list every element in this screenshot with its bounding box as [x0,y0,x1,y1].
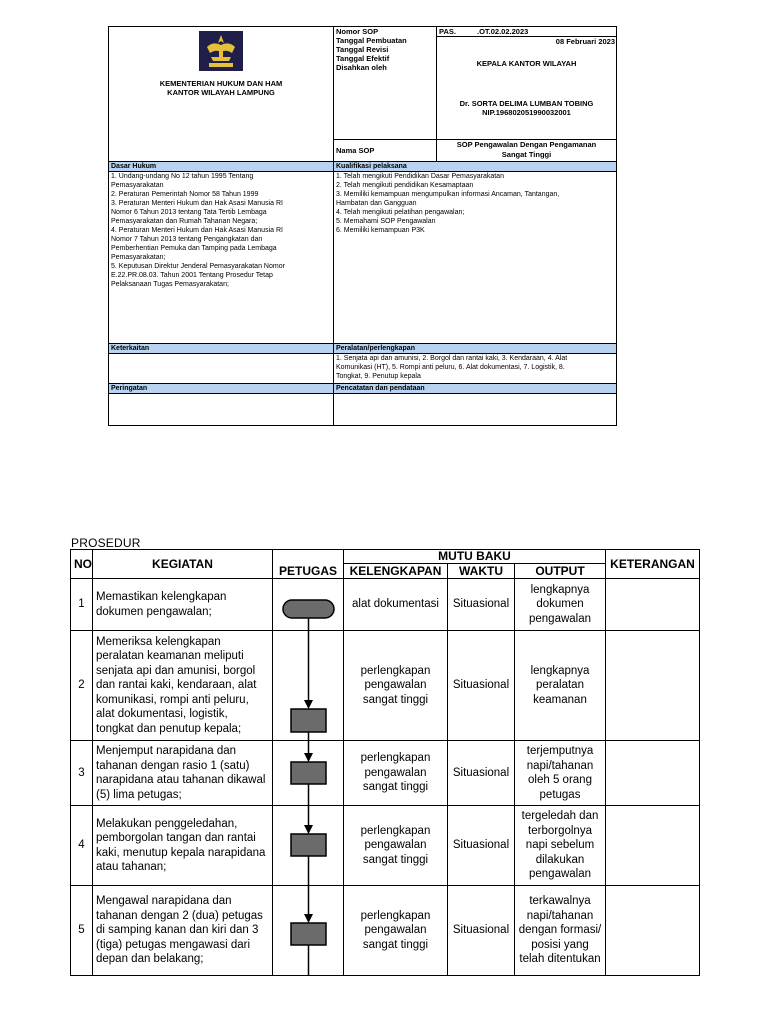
kualifikasi-line: Hambatan dan Gangguan [336,200,417,207]
kelengkapan-line: sangat tinggi [362,938,429,951]
header-no: NO [71,550,93,579]
output-line: tergeledah dan [521,810,599,823]
row-kelengkapan [344,741,448,806]
peralatan-header: Peralatan/perlengkapan [334,344,617,354]
output-line: posisi yang [531,938,589,951]
kualifikasi-header: Kualifikasi pelaksana [334,162,617,172]
nama-sop-value [437,140,617,162]
row-waktu: Situasional [448,806,515,886]
output-line: petugas [539,788,581,801]
header-waktu: WAKTU [448,564,515,579]
row-keterangan [606,579,700,631]
kegiatan-line: Memeriksa kelengkapan [96,635,221,648]
prosedur-table [70,549,700,976]
row-output [515,741,606,806]
prosedur-title: PROSEDUR [71,536,141,550]
flow-cell [273,741,344,806]
kegiatan-line: kaki, menutup kepala narapidana [96,846,266,859]
output-line: telah ditentukan [519,953,601,966]
dasar-hukum-header: Dasar Hukum [109,162,334,172]
keterkaitan-header: Keterkaitan [109,344,334,354]
kegiatan-line: dan rantai kaki, kendaraan, alat [96,679,257,692]
row-output [515,579,606,631]
kelengkapan-line: pengawalan [364,839,427,852]
pengesah-nip: NIP.196802051990032001 [482,108,571,117]
kegiatan-line: narapidana atau tahanan dikawal [96,774,266,786]
row-kegiatan [93,806,273,886]
kualifikasi-line: 5. Memahami SOP Pengawalan [336,218,436,225]
flowchart-process-box [273,886,344,976]
kelengkapan-line: perlengkapan [360,752,431,765]
sop-labels-cell [334,27,437,140]
dasar-hukum-line: Pelaksanaan Tugas Pemasyarakatan; [111,281,229,288]
kelengkapan-line: sangat tinggi [362,781,429,794]
table-row [71,806,700,886]
table-row [71,741,700,806]
dasar-hukum-line: Pemberhentian Pemuka dan Tamping pada Lembaga [111,245,277,252]
row-no: 2 [71,631,93,741]
output-line: peralatan [536,679,584,692]
row-kelengkapan [344,579,448,631]
kelengkapan-line: pengawalan [364,679,427,692]
output-line: dilakukan [535,853,585,866]
flow-cell [273,806,344,886]
kelengkapan-line: sangat tinggi [362,693,429,706]
kegiatan-line: atau tahanan; [96,861,167,873]
table-row [71,631,700,741]
output-line: terjemputnya [526,745,594,757]
pengesah-nama: Dr. SORTA DELIMA LUMBAN TOBING [459,99,594,108]
kualifikasi-line: 4. Telah mengikuti pelatihan pengawalan; [336,209,465,216]
row-kelengkapan [344,806,448,886]
peralatan-list [334,354,617,384]
row-no: 4 [71,806,93,886]
kualifikasi-line: 2. Telah mengikuti pendidikan Kesamaptaan [336,182,474,189]
header-mutu-baku: MUTU BAKU [344,550,606,564]
output-line: terborgolnya [528,824,592,837]
dasar-hukum-line: 3. Peraturan Menteri Hukum dan Hak Asasi Manusia RI [111,200,283,207]
kegiatan-line: tahanan dengan rasio 1 (satu) [96,759,250,772]
kelengkapan-line: pengawalan [364,924,427,937]
row-keterangan [606,886,700,976]
ministry-name [111,79,331,97]
output-line: pengawalan [528,868,592,881]
kualifikasi-list [334,172,617,344]
pengesah-jabatan: KEPALA KANTOR WILAYAH [476,59,577,68]
row-keterangan [606,631,700,741]
header-kelengkapan: KELENGKAPAN [344,564,448,579]
kegiatan-line: tahanan dengan 2 (dua) petugas [96,909,263,922]
output-line: dokumen [536,598,584,611]
label-nama-sop: Nama SOP [334,140,437,162]
keterkaitan-value [109,354,334,384]
dasar-hukum-line: 2. Peraturan Pemerintah Nomor 58 Tahun 1999 [111,191,259,198]
dasar-hukum-line: Pemasyarakatan [111,182,164,189]
kualifikasi-line: 1. Telah mengikuti Pendidikan Dasar Pemasyarakatan [336,173,504,180]
kegiatan-line: depan dan belakang; [96,953,204,966]
kegiatan-line: Melakukan penggeledahan, [96,817,238,830]
label-nomor-sop: Nomor SOP [336,27,379,36]
kelengkapan-line: pengawalan [364,766,427,779]
dasar-hukum-line: E.22.PR.08.03. Tahun 2001 Tentang Prosedur Tetap [111,272,273,279]
dasar-hukum-line: 1. Undang-undang No 12 tahun 1995 Tentang [111,173,254,180]
row-kegiatan [93,886,273,976]
peralatan-line: Tongkat, 9. Penutup kepala [336,373,421,380]
kegiatan-line: (5) lima petugas; [96,788,182,801]
kegiatan-line: Memastikan kelengkapan [96,591,227,603]
kualifikasi-line: 6. Memiliki kemampuan P3K [336,227,425,234]
table-row [71,886,700,976]
kegiatan-line: komunikasi, rompi anti peluru, [96,693,249,706]
kelengkapan-line: alat dokumentasi [352,598,439,611]
kegiatan-line: alat dokumentasi, logistik, [96,708,228,721]
kualifikasi-line: 3. Memiliki kemampuan mengumpulkan informasi Ancaman, Tantangan, [336,191,560,198]
label-tanggal-pembuatan: Tanggal Pembuatan [336,36,407,45]
ministry-logo [199,31,243,71]
kegiatan-line: peralatan keamanan meliputi [96,650,244,663]
header-kegiatan: KEGIATAN [93,550,273,579]
peralatan-line: Komunikasi (HT), 5. Rompi anti peluru, 6. Alat dokumentasi, 7. Logistik, 8. [336,364,565,371]
row-keterangan [606,806,700,886]
kegiatan-line: di samping kanan dan kiri dan 3 [96,924,259,937]
tanggal-pembuatan-value: 08 Februari 2023 [555,37,615,46]
flowchart-start-terminator [273,579,344,631]
flow-cell [273,886,344,976]
output-line: lengkapnya [530,664,590,677]
row-output [515,806,606,886]
kegiatan-line: senjata api dan amunisi, borgol [96,664,256,677]
row-kegiatan [93,631,273,741]
dasar-hukum-list [109,172,334,344]
dasar-hukum-line: Pemasyarakatan; [111,254,166,261]
row-waktu: Situasional [448,886,515,976]
pencatatan-header: Pencatatan dan pendataan [334,384,617,394]
row-output [515,631,606,741]
ministry-line-2: KANTOR WILAYAH LAMPUNG [167,88,275,97]
kelengkapan-line: sangat tinggi [362,853,429,866]
dasar-hukum-line: Nomor 7 Tahun 2013 tentang Pengangkatan dan [111,236,263,243]
pencatatan-value [334,394,617,426]
output-line: dengan formasi/ [518,924,602,937]
dasar-hukum-line: 4. Peraturan Menteri Hukum dan Hak Asasi Manusia RI [111,227,283,234]
row-waktu: Situasional [448,741,515,806]
kelengkapan-line: perlengkapan [360,909,431,922]
output-line: napi/tahanan [526,759,594,772]
dasar-hukum-line: Pemasyarakatan dan Rumah Tahanan Negara; [111,218,258,225]
kelengkapan-line: perlengkapan [360,664,431,677]
kegiatan-line: dokumen pengawalan; [96,605,212,618]
row-waktu: Situasional [448,579,515,631]
kegiatan-line: Menjemput narapidana dan [96,745,237,757]
flowchart-process-box [273,806,344,886]
row-kelengkapan [344,886,448,976]
flow-cell-start [273,579,344,631]
nama-sop-line-1: SOP Pengawalan Dengan Pengamanan [456,140,597,149]
table-row [71,579,700,631]
output-line: pengawalan [528,612,592,625]
flow-cell [273,631,344,741]
peringatan-header: Peringatan [109,384,334,394]
label-tanggal-efektif: Tanggal Efektif [336,54,390,63]
peringatan-value [109,394,334,426]
label-disahkan-oleh: Disahkan oleh [336,63,387,72]
kegiatan-line: tongkat dan penutup kepala; [96,722,242,735]
peralatan-line: 1. Senjata api dan amunisi, 2. Borgol dan rantai kaki, 3. Kendaraan, 4. Alat [336,355,568,362]
dasar-hukum-line: Nomor 6 Tahun 2013 tentang Tata Tertib Lembaga [111,209,267,216]
output-line: oleh 5 orang [528,774,592,786]
output-line: terkawalnya [529,895,591,908]
output-line: lengkapnya [530,583,590,596]
header-output: OUTPUT [515,564,606,579]
kegiatan-line: pemborgolan tangan dan rantai [96,832,256,844]
kelengkapan-line: perlengkapan [360,824,431,837]
row-kelengkapan [344,631,448,741]
row-keterangan [606,741,700,806]
dasar-hukum-line: 5. Keputusan Direktur Jenderal Pemasyarakatan Nomor [111,263,285,270]
row-output [515,886,606,976]
nomor-sop-prefix: PAS. [439,27,456,36]
output-line: keamanan [533,693,587,706]
sop-values-cell [437,27,617,140]
flowchart-process-box [273,741,344,806]
row-no: 5 [71,886,93,976]
output-line: napi/tahanan [526,909,594,922]
row-kegiatan [93,741,273,806]
flowchart-process-box [273,631,344,741]
ministry-line-1: KEMENTERIAN HUKUM DAN HAM [159,79,283,88]
nomor-sop-value: .OT.02.02.2023 [477,27,529,36]
row-no: 3 [71,741,93,806]
row-kegiatan [93,579,273,631]
ministry-cell [109,27,334,162]
header-petugas-top [273,550,344,564]
kegiatan-line: (tiga) petugas mengawasi dari [96,938,251,951]
row-waktu: Situasional [448,631,515,741]
output-line: napi sebelum [525,839,595,852]
label-tanggal-revisi: Tanggal Revisi [336,45,389,54]
sop-header-table [108,26,617,426]
kegiatan-line: Mengawal narapidana dan [96,895,232,908]
row-no: 1 [71,579,93,631]
nama-sop-line-2: Sangat Tinggi [501,150,552,159]
header-petugas: PETUGAS [273,564,344,579]
header-keterangan: KETERANGAN [606,550,700,579]
